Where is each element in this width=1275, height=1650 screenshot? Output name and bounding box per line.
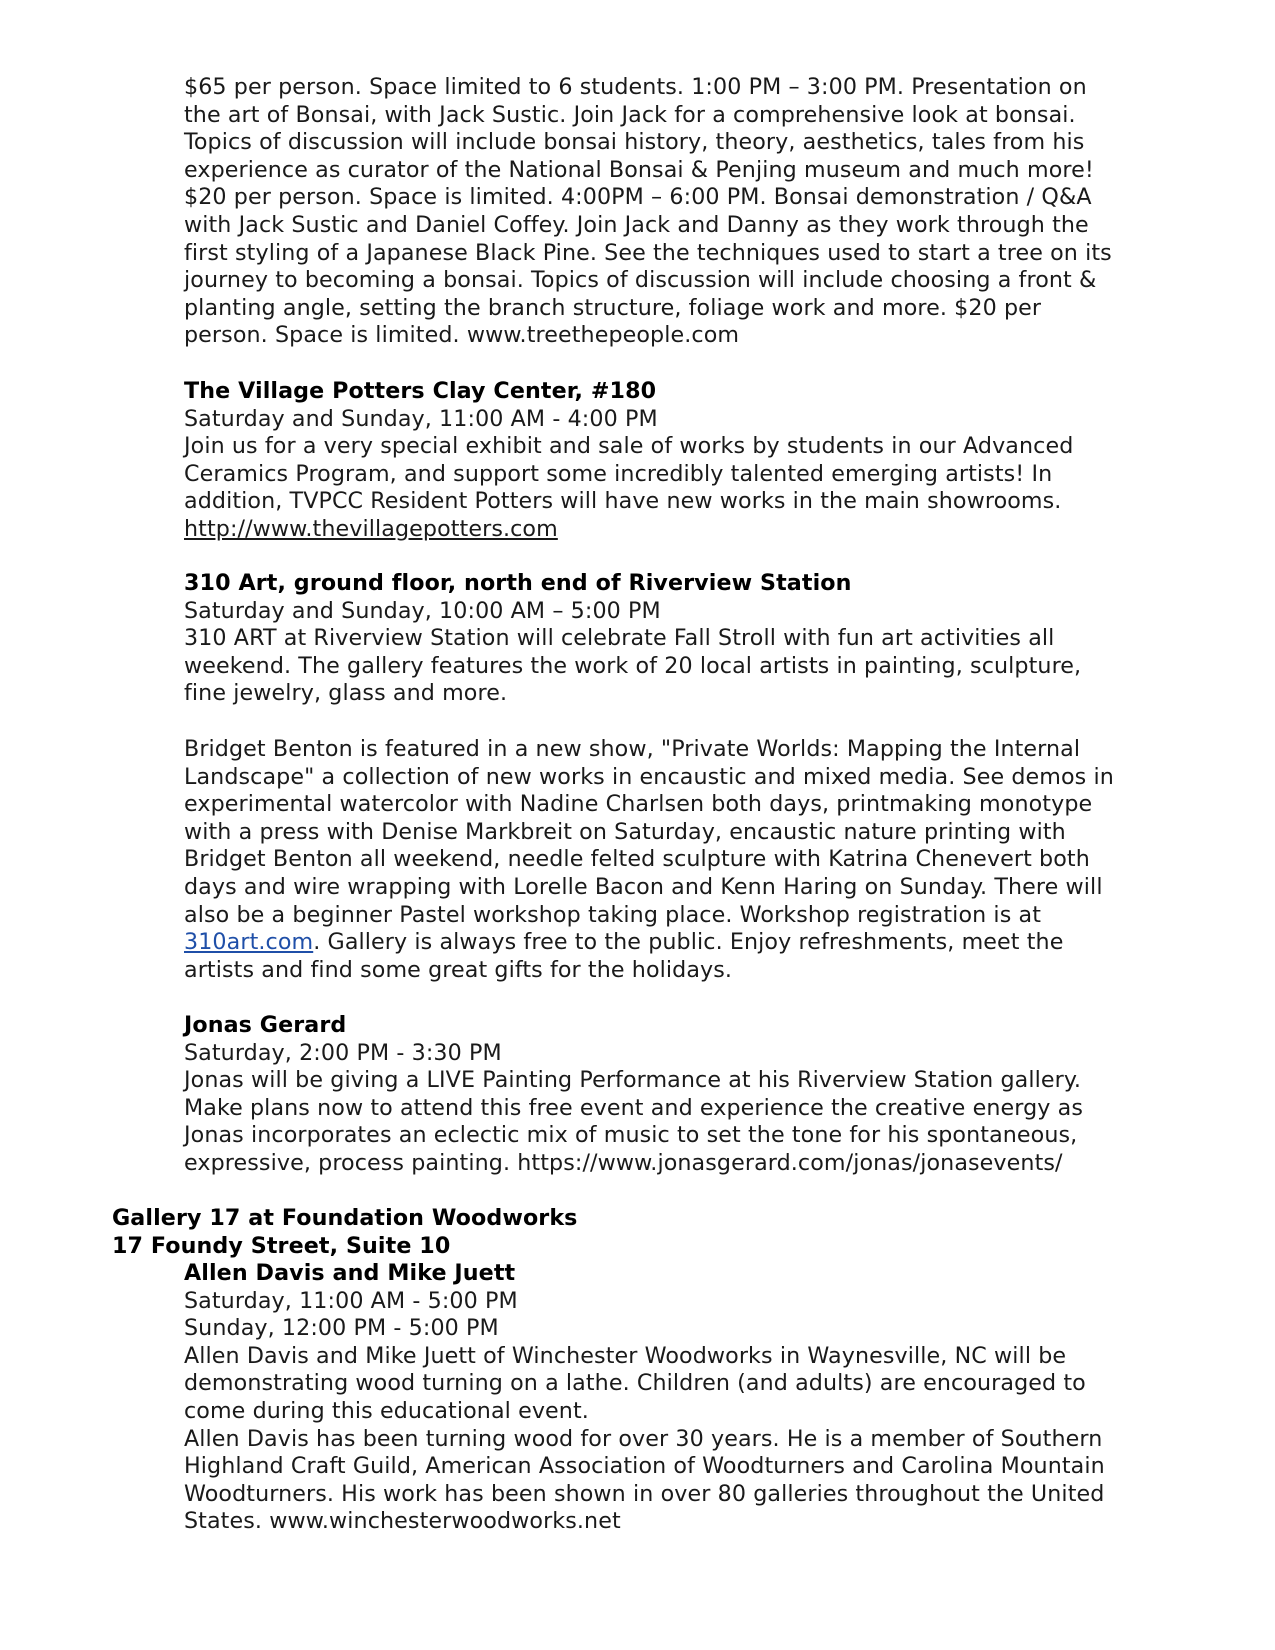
village-potters-text-line: Join us for a very special exhibit and sale of works by students in our Advanced: [184, 433, 1074, 460]
gallery17-schedule-sunday: Sunday, 12:00 PM - 5:00 PM: [184, 1315, 499, 1342]
art310-section: [184, 570, 1144, 708]
jonas-text-line: expressive, process painting. https://www.jonasgerard.com/jonas/jonasevents/: [184, 1149, 1063, 1176]
village-potters-link[interactable]: http://www.thevillagepotters.com: [184, 515, 558, 542]
jonas-text-line: Jonas incorporates an eclectic mix of music to set the tone for his spontaneous,: [184, 1122, 1078, 1149]
art310-feature-section: [184, 736, 1144, 984]
art310-feature-line: Bridget Benton is featured in a new show, "Private Worlds: Mapping the Internal: [184, 736, 1081, 762]
bonsai-text-line: the art of Bonsai, with Jack Sustic. Join Jack for a comprehensive look at bonsai.: [184, 101, 1076, 128]
gallery17-schedule-saturday: Saturday, 11:00 AM - 5:00 PM: [184, 1287, 518, 1314]
bonsai-text-line: experience as curator of the National Bonsai & Penjing museum and much more!: [184, 156, 1094, 183]
art310-link-line: [184, 929, 1144, 957]
art310-schedule: Saturday and Sunday, 10:00 AM – 5:00 PM: [184, 597, 661, 624]
bonsai-section: [184, 74, 1144, 350]
village-potters-link-line: [184, 516, 1144, 544]
gallery17-text-line: Allen Davis has been turning wood for over 30 years. He is a member of Southern: [184, 1425, 1103, 1452]
village-potters-schedule: Saturday and Sunday, 11:00 AM - 4:00 PM: [184, 405, 658, 432]
bonsai-text-line: $20 per person. Space is limited. 4:00PM – 6:00 PM. Bonsai demonstration / Q&A: [184, 184, 1092, 211]
art310-feature-line: days and wire wrapping with Lorelle Bacon and Kenn Haring on Sunday. There will: [184, 873, 1103, 900]
bonsai-text-line: first styling of a Japanese Black Pine. See the techniques used to start a tree on its: [184, 239, 1112, 266]
art310-feature-line: with a press with Denise Markbreit on Saturday, encaustic nature printing with: [184, 818, 1066, 845]
art310-text-line: fine jewelry, glass and more.: [184, 680, 508, 707]
gallery17-text-line: Highland Craft Guild, American Association of Woodturners and Carolina Mountain: [184, 1453, 1105, 1480]
art310-text-line: weekend. The gallery features the work of 20 local artists in painting, sculpture,: [184, 652, 1082, 679]
art310-feature-line: Bridget Benton all weekend, needle felted sculpture with Katrina Chenevert both: [184, 846, 1090, 873]
jonas-title: Jonas Gerard: [184, 1012, 347, 1038]
bonsai-text-line: $65 per person. Space limited to 6 students. 1:00 PM – 3:00 PM. Presentation on: [184, 74, 1087, 100]
village-potters-text-line: Ceramics Program, and support some incredibly talented emerging artists! In: [184, 460, 1053, 487]
jonas-text-line: Make plans now to attend this free event and experience the creative energy as: [184, 1094, 1083, 1121]
art310-feature-line: also be a beginner Pastel workshop taking place. Workshop registration is at: [184, 901, 1042, 928]
gallery17-venue: Gallery 17 at Foundation Woodworks: [112, 1205, 578, 1231]
jonas-text-line: Jonas will be giving a LIVE Painting Performance at his Riverview Station gallery.: [184, 1067, 1082, 1094]
village-potters-section: [184, 378, 1144, 544]
gallery17-text-line: Allen Davis and Mike Juett of Winchester Woodworks in Waynesville, NC will be: [184, 1342, 1067, 1369]
gallery17-header: [112, 1205, 1142, 1260]
art310-link[interactable]: 310art.com: [184, 929, 314, 956]
bonsai-text-line: Topics of discussion will include bonsai history, theory, aesthetics, tales from his: [184, 129, 1085, 156]
gallery17-text-line: Woodturners. His work has been shown in over 80 galleries throughout the United: [184, 1480, 1105, 1507]
gallery17-text-line: States. www.winchesterwoodworks.net: [184, 1508, 621, 1535]
jonas-schedule: Saturday, 2:00 PM - 3:30 PM: [184, 1039, 502, 1066]
jonas-section: [184, 1012, 1144, 1178]
art310-after-link: . Gallery is always free to the public. Enjoy refreshments, meet the: [313, 929, 1064, 956]
gallery17-text-line: come during this educational event.: [184, 1397, 589, 1424]
gallery17-title: Allen Davis and Mike Juett: [184, 1260, 516, 1286]
bonsai-text-line: person. Space is limited. www.treethepeople.com: [184, 322, 740, 349]
bonsai-text-line: planting angle, setting the branch structure, foliage work and more. $20 per: [184, 294, 1042, 321]
bonsai-text-line: journey to becoming a bonsai. Topics of discussion will include choosing a front &: [184, 267, 1097, 294]
gallery17-text-line: demonstrating wood turning on a lathe. Children (and adults) are encouraged to: [184, 1370, 1086, 1397]
art310-text-line: 310 ART at Riverview Station will celebrate Fall Stroll with fun art activities all: [184, 625, 1055, 652]
art310-feature-line: artists and find some great gifts for the holidays.: [184, 956, 733, 983]
art310-feature-line: Landscape" a collection of new works in encaustic and mixed media. See demos in: [184, 763, 1114, 790]
gallery17-section: [184, 1260, 1144, 1536]
art310-title: 310 Art, ground floor, north end of Riverview Station: [184, 570, 852, 596]
art310-feature-line: experimental watercolor with Nadine Charlsen both days, printmaking monotype: [184, 791, 1093, 818]
gallery17-address: 17 Foundy Street, Suite 10: [112, 1232, 451, 1259]
village-potters-text-line: addition, TVPCC Resident Potters will have new works in the main showrooms.: [184, 488, 1062, 515]
bonsai-text-line: with Jack Sustic and Daniel Coffey. Join Jack and Danny as they work through the: [184, 211, 1089, 238]
village-potters-title: The Village Potters Clay Center, #180: [184, 378, 657, 404]
